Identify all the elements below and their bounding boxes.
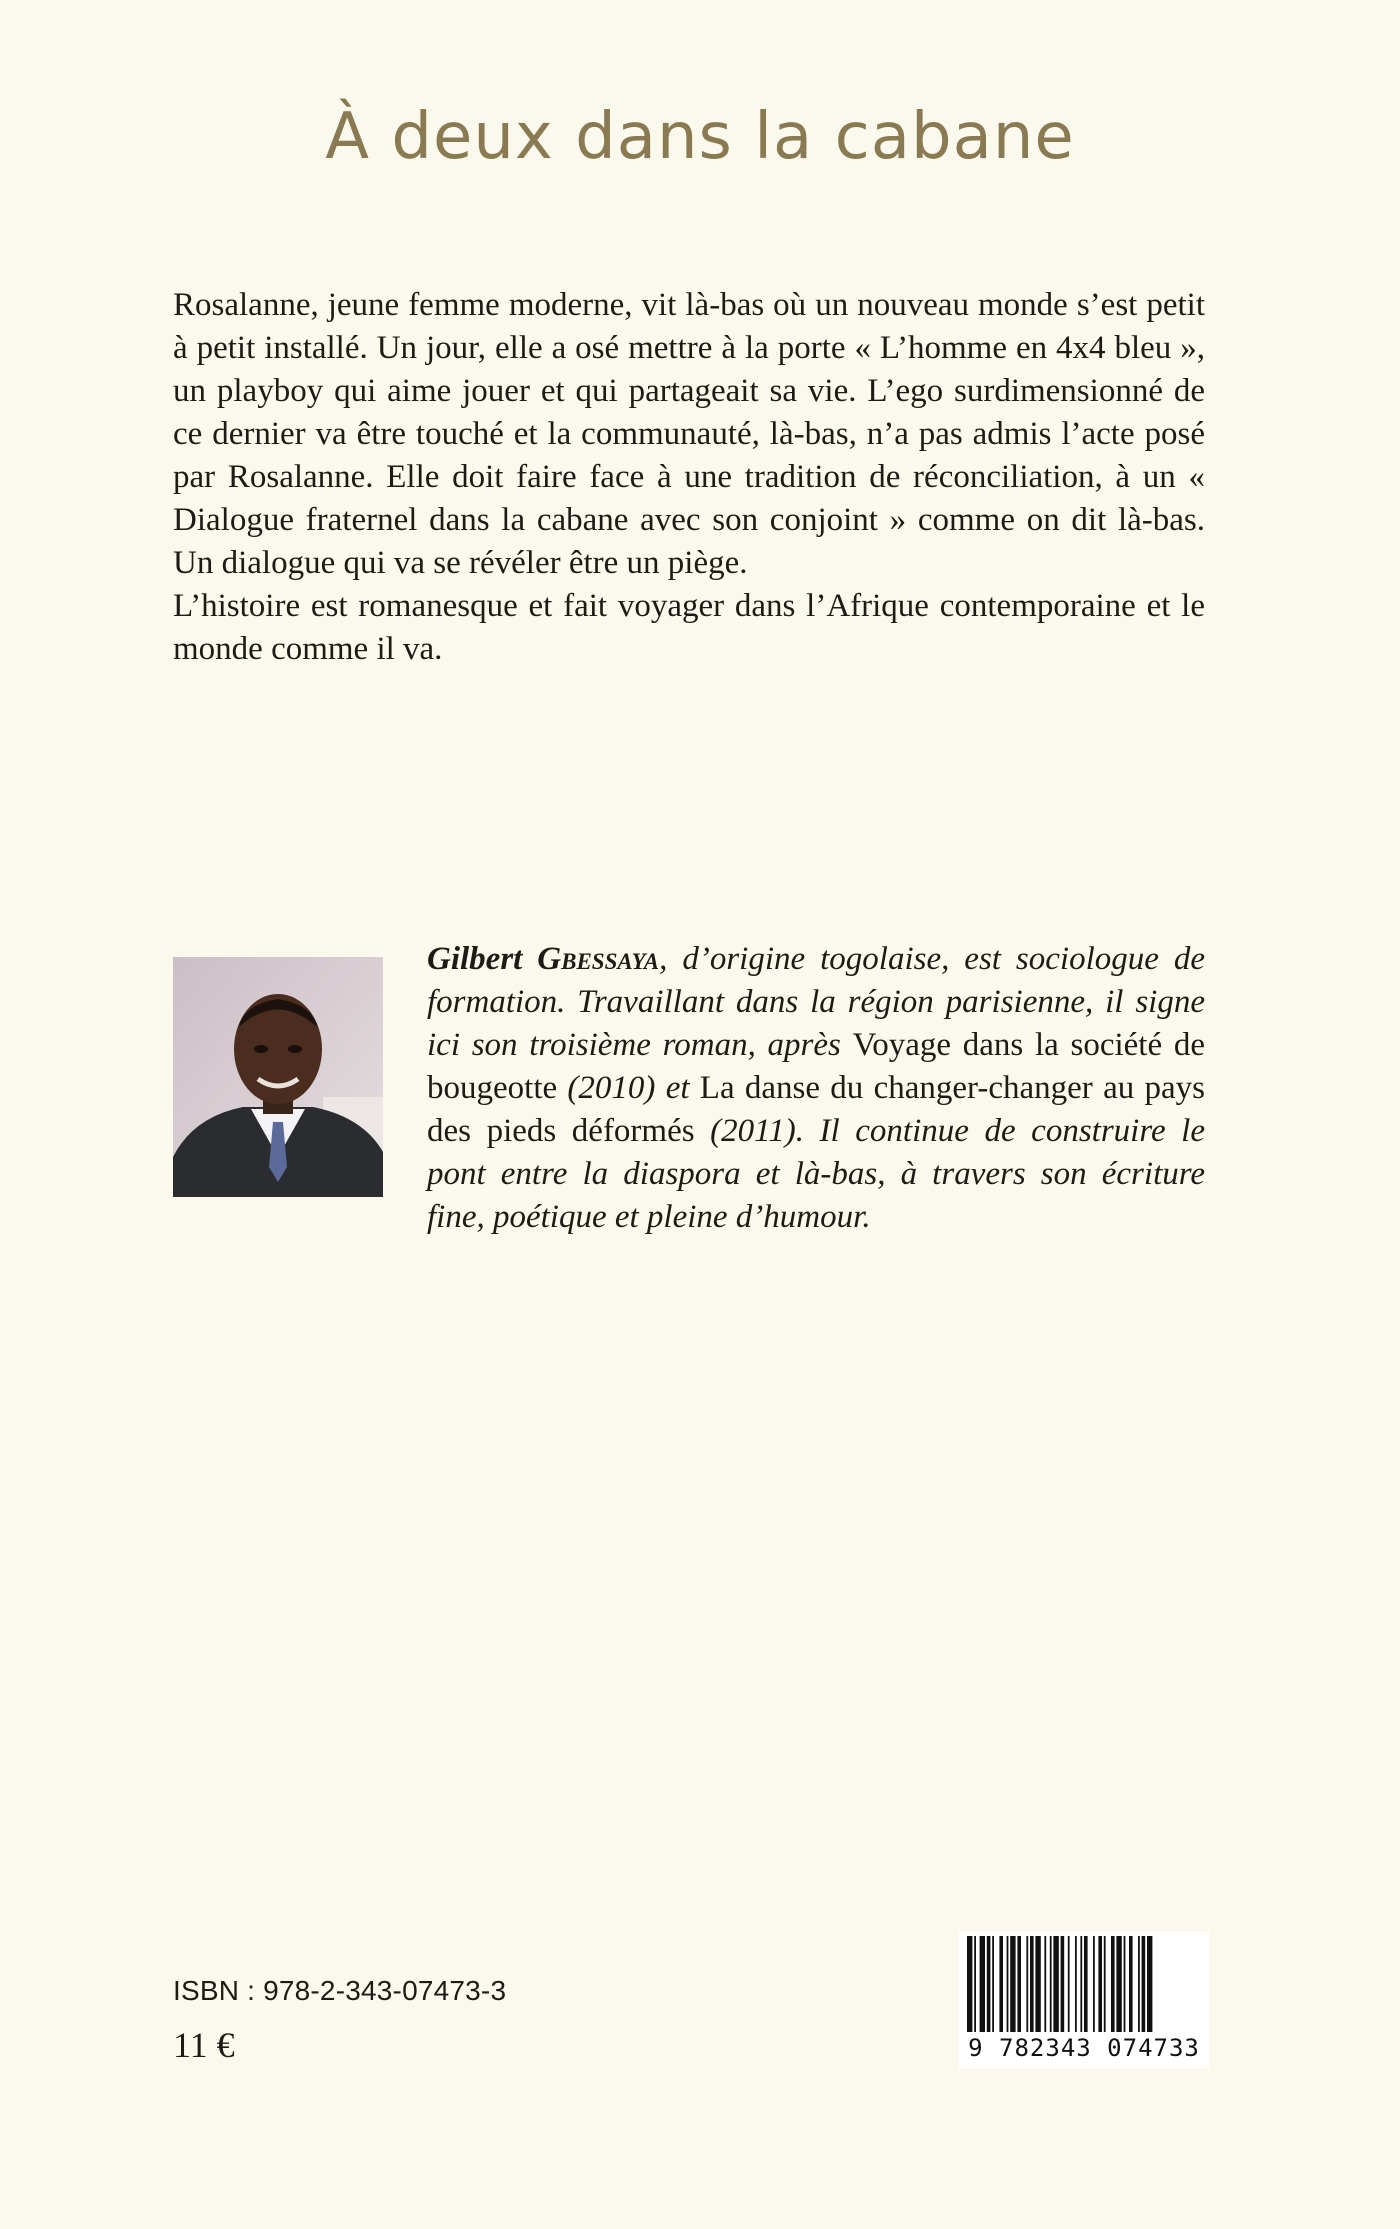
barcode-bar (1084, 1936, 1088, 2032)
book-reference: Voyage dans la société de bougeotte (427, 1027, 1205, 1106)
barcode-bar (967, 1936, 972, 2032)
barcode-bar (1007, 1936, 1009, 2032)
barcode-bar (1017, 1936, 1021, 2032)
barcode-bar (1098, 1936, 1102, 2032)
barcode-bar (1050, 1936, 1052, 2032)
barcode-bar (974, 1936, 976, 2032)
synopsis-paragraph: Rosalanne, jeune femme moderne, vit là-bas où un nouveau monde s’est petit à petit installé. Un jour, elle a osé mettre à la porte « L’homme en 4x4 bleu », un playboy qui aime jouer et qui partageait sa vie. L’ego surdimensionné de ce dernier va être touché et la communauté, là-bas, n’a pas admis l’acte posé par Rosalanne. Elle doit faire face à une tradition de réconciliation, à un « Dialogue fraternel dans la cabane avec son conjoint » comme on dit là-bas. Un dialogue qui va se révéler être un piège. (173, 287, 1205, 581)
author-portrait-image (173, 957, 383, 1197)
synopsis (173, 284, 1205, 671)
bio-text: , d’origine togolaise, est sociologue de formation. Travaillant dans la région parisienne, il signe ici son troisième roman, après (427, 941, 1205, 1063)
bio-text: (2010) et (557, 1070, 700, 1106)
barcode (959, 1932, 1209, 2068)
barcode-bars (963, 1936, 1205, 2032)
barcode-bar (992, 1936, 994, 2032)
barcode-bar (999, 1936, 1003, 2032)
barcode-bar (980, 1936, 985, 2032)
price: 11 € (173, 2025, 235, 2065)
barcode-bar (1104, 1936, 1106, 2032)
bio-text: (2011). Il continue de construire le pont entre la diaspora et là-bas, à travers son écriture fine, poétique et pleine d’humour. (427, 1113, 1206, 1235)
barcode-bar (1061, 1936, 1065, 2032)
synopsis-paragraph: L’histoire est romanesque et fait voyager dans l’Afrique contemporaine et le monde comme il va. (173, 588, 1205, 667)
barcode-bar (1026, 1936, 1028, 2032)
barcode-bar (1093, 1936, 1095, 2032)
barcode-bar (1138, 1936, 1140, 2032)
author-name: Gilbert Gbessaya (427, 941, 660, 977)
isbn: ISBN : 978-2-343-07473-3 (173, 1975, 507, 2006)
barcode-digits: 9 782343 074733 (968, 2034, 1200, 2062)
book-reference: La danse du changer-changer au pays des pieds déformés (427, 1070, 1205, 1149)
barcode-bar (1044, 1936, 1046, 2032)
barcode-bar (1053, 1936, 1058, 2032)
barcode-bar (1010, 1936, 1015, 2032)
barcode-bar (1035, 1936, 1040, 2032)
author-bio (427, 938, 1205, 1239)
barcode-bar (1068, 1936, 1070, 2032)
barcode-bar (1111, 1936, 1115, 2032)
book-title: À deux dans la cabane (325, 100, 1075, 174)
barcode-bar (1116, 1936, 1121, 2032)
barcode-bar (1142, 1936, 1146, 2032)
barcode-bar (1030, 1936, 1034, 2032)
author-photo (173, 957, 383, 1197)
barcode-bar (987, 1936, 991, 2032)
barcode-bar (1129, 1936, 1133, 2032)
barcode-bar (1147, 1936, 1152, 2032)
barcode-bar (1124, 1936, 1126, 2032)
barcode-bar (1080, 1936, 1082, 2032)
barcode-bar (1075, 1936, 1077, 2032)
